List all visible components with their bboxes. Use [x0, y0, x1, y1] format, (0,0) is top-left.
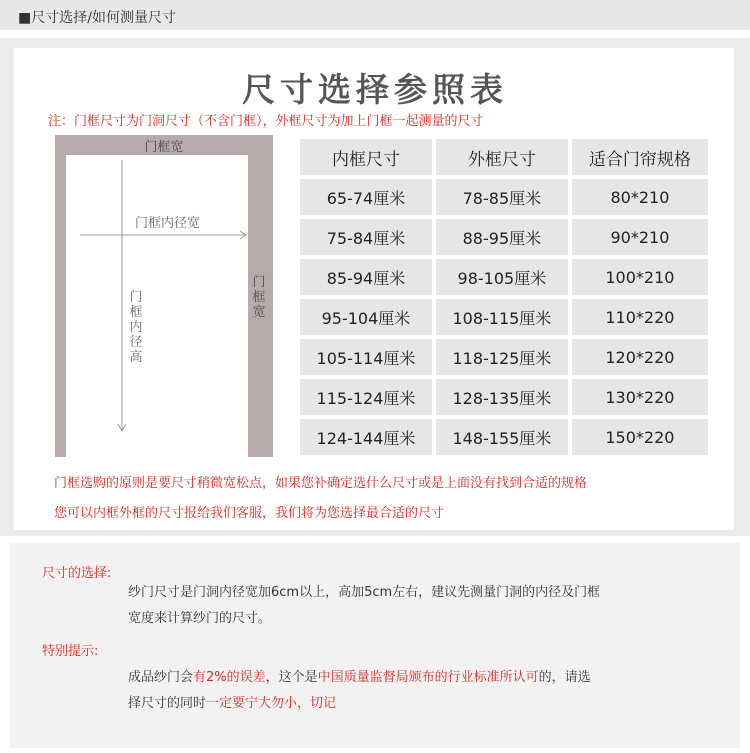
table-cell: 75-84厘米	[300, 219, 432, 255]
inner-width-arrow	[80, 230, 250, 240]
tip-text: 成品纱门会	[128, 670, 194, 685]
frame-width-label-side: 门框宽	[252, 275, 266, 320]
tip-highlight-standard: 中国质量监督局颁布的行业标准所认可	[317, 670, 539, 685]
page-title: 尺寸选择参照表	[242, 70, 508, 109]
special-tip-title: 特别提示:	[42, 644, 99, 659]
column-header-inner-size: 内框尺寸	[300, 139, 432, 175]
table-cell: 120*220	[572, 339, 708, 375]
tip-text: 择尺寸的同时	[128, 696, 207, 711]
inner-width-label: 门框内径宽	[135, 216, 201, 231]
column-header-outer-size: 外框尺寸	[436, 139, 568, 175]
tip-text: ，这个是	[265, 670, 318, 685]
table-cell: 124-144厘米	[300, 419, 432, 455]
header-bar	[0, 0, 750, 30]
measurement-note: 注：门框尺寸为门洞尺寸（不含门框），外框尺寸为加上门框一起测量的尺寸	[48, 114, 484, 129]
column-header-curtain-spec: 适合门帘规格	[572, 139, 708, 175]
size-selection-title: 尺寸的选择:	[42, 566, 112, 581]
table-cell: 130*220	[572, 379, 708, 415]
special-tip-text-line2	[128, 691, 336, 717]
table-cell: 80*210	[572, 179, 708, 215]
table-row	[300, 219, 708, 255]
table-cell: 148-155厘米	[436, 419, 568, 455]
table-cell: 128-135厘米	[436, 379, 568, 415]
table-cell: 150*220	[572, 419, 708, 455]
table-cell: 65-74厘米	[300, 179, 432, 215]
inner-height-label: 门框内径高	[129, 290, 143, 365]
tip-highlight-advice: 一定要宁大勿小，切记	[206, 696, 337, 711]
instructions-section	[10, 543, 740, 748]
size-selection-text-line1: 纱门尺寸是门洞内径宽加6cm以上，高加5cm左右，建议先测量门洞的内径及门框	[128, 585, 601, 600]
selection-rule-line2: 您可以内框外框的尺寸报给我们客服，我们将为您选择最合适的尺寸	[54, 506, 445, 521]
tip-text: 的，请选	[538, 670, 591, 685]
size-reference-table	[296, 135, 712, 459]
table-cell: 100*210	[572, 259, 708, 295]
frame-width-label-top: 门框宽	[144, 140, 184, 155]
size-selection-text-line2: 宽度来计算纱门的尺寸。	[128, 611, 272, 626]
table-cell: 98-105厘米	[436, 259, 568, 295]
table-row	[300, 339, 708, 375]
table-row	[300, 379, 708, 415]
table-cell: 118-125厘米	[436, 339, 568, 375]
table-row	[300, 419, 708, 455]
table-cell: 78-85厘米	[436, 179, 568, 215]
tip-highlight-error: 有2%的误差	[193, 670, 266, 685]
door-opening	[66, 155, 248, 457]
special-tip-text-line1	[128, 665, 591, 691]
inner-height-arrow	[117, 160, 127, 435]
table-row	[300, 299, 708, 335]
table-cell: 115-124厘米	[300, 379, 432, 415]
section-title: ■尺寸选择/如何测量尺寸	[18, 10, 176, 26]
table-cell: 110*220	[572, 299, 708, 335]
table-cell: 95-104厘米	[300, 299, 432, 335]
table-header-row	[300, 139, 708, 175]
table-cell: 85-94厘米	[300, 259, 432, 295]
table-row	[300, 259, 708, 295]
selection-rule-line1: 门框选购的原则是要尺寸稍微宽松点，如果您补确定选什么尺寸或是上面没有找到合适的规格	[54, 476, 588, 491]
table-row	[300, 179, 708, 215]
table-cell: 108-115厘米	[436, 299, 568, 335]
table-cell: 105-114厘米	[300, 339, 432, 375]
table-cell: 90*210	[572, 219, 708, 255]
table-cell: 88-95厘米	[436, 219, 568, 255]
